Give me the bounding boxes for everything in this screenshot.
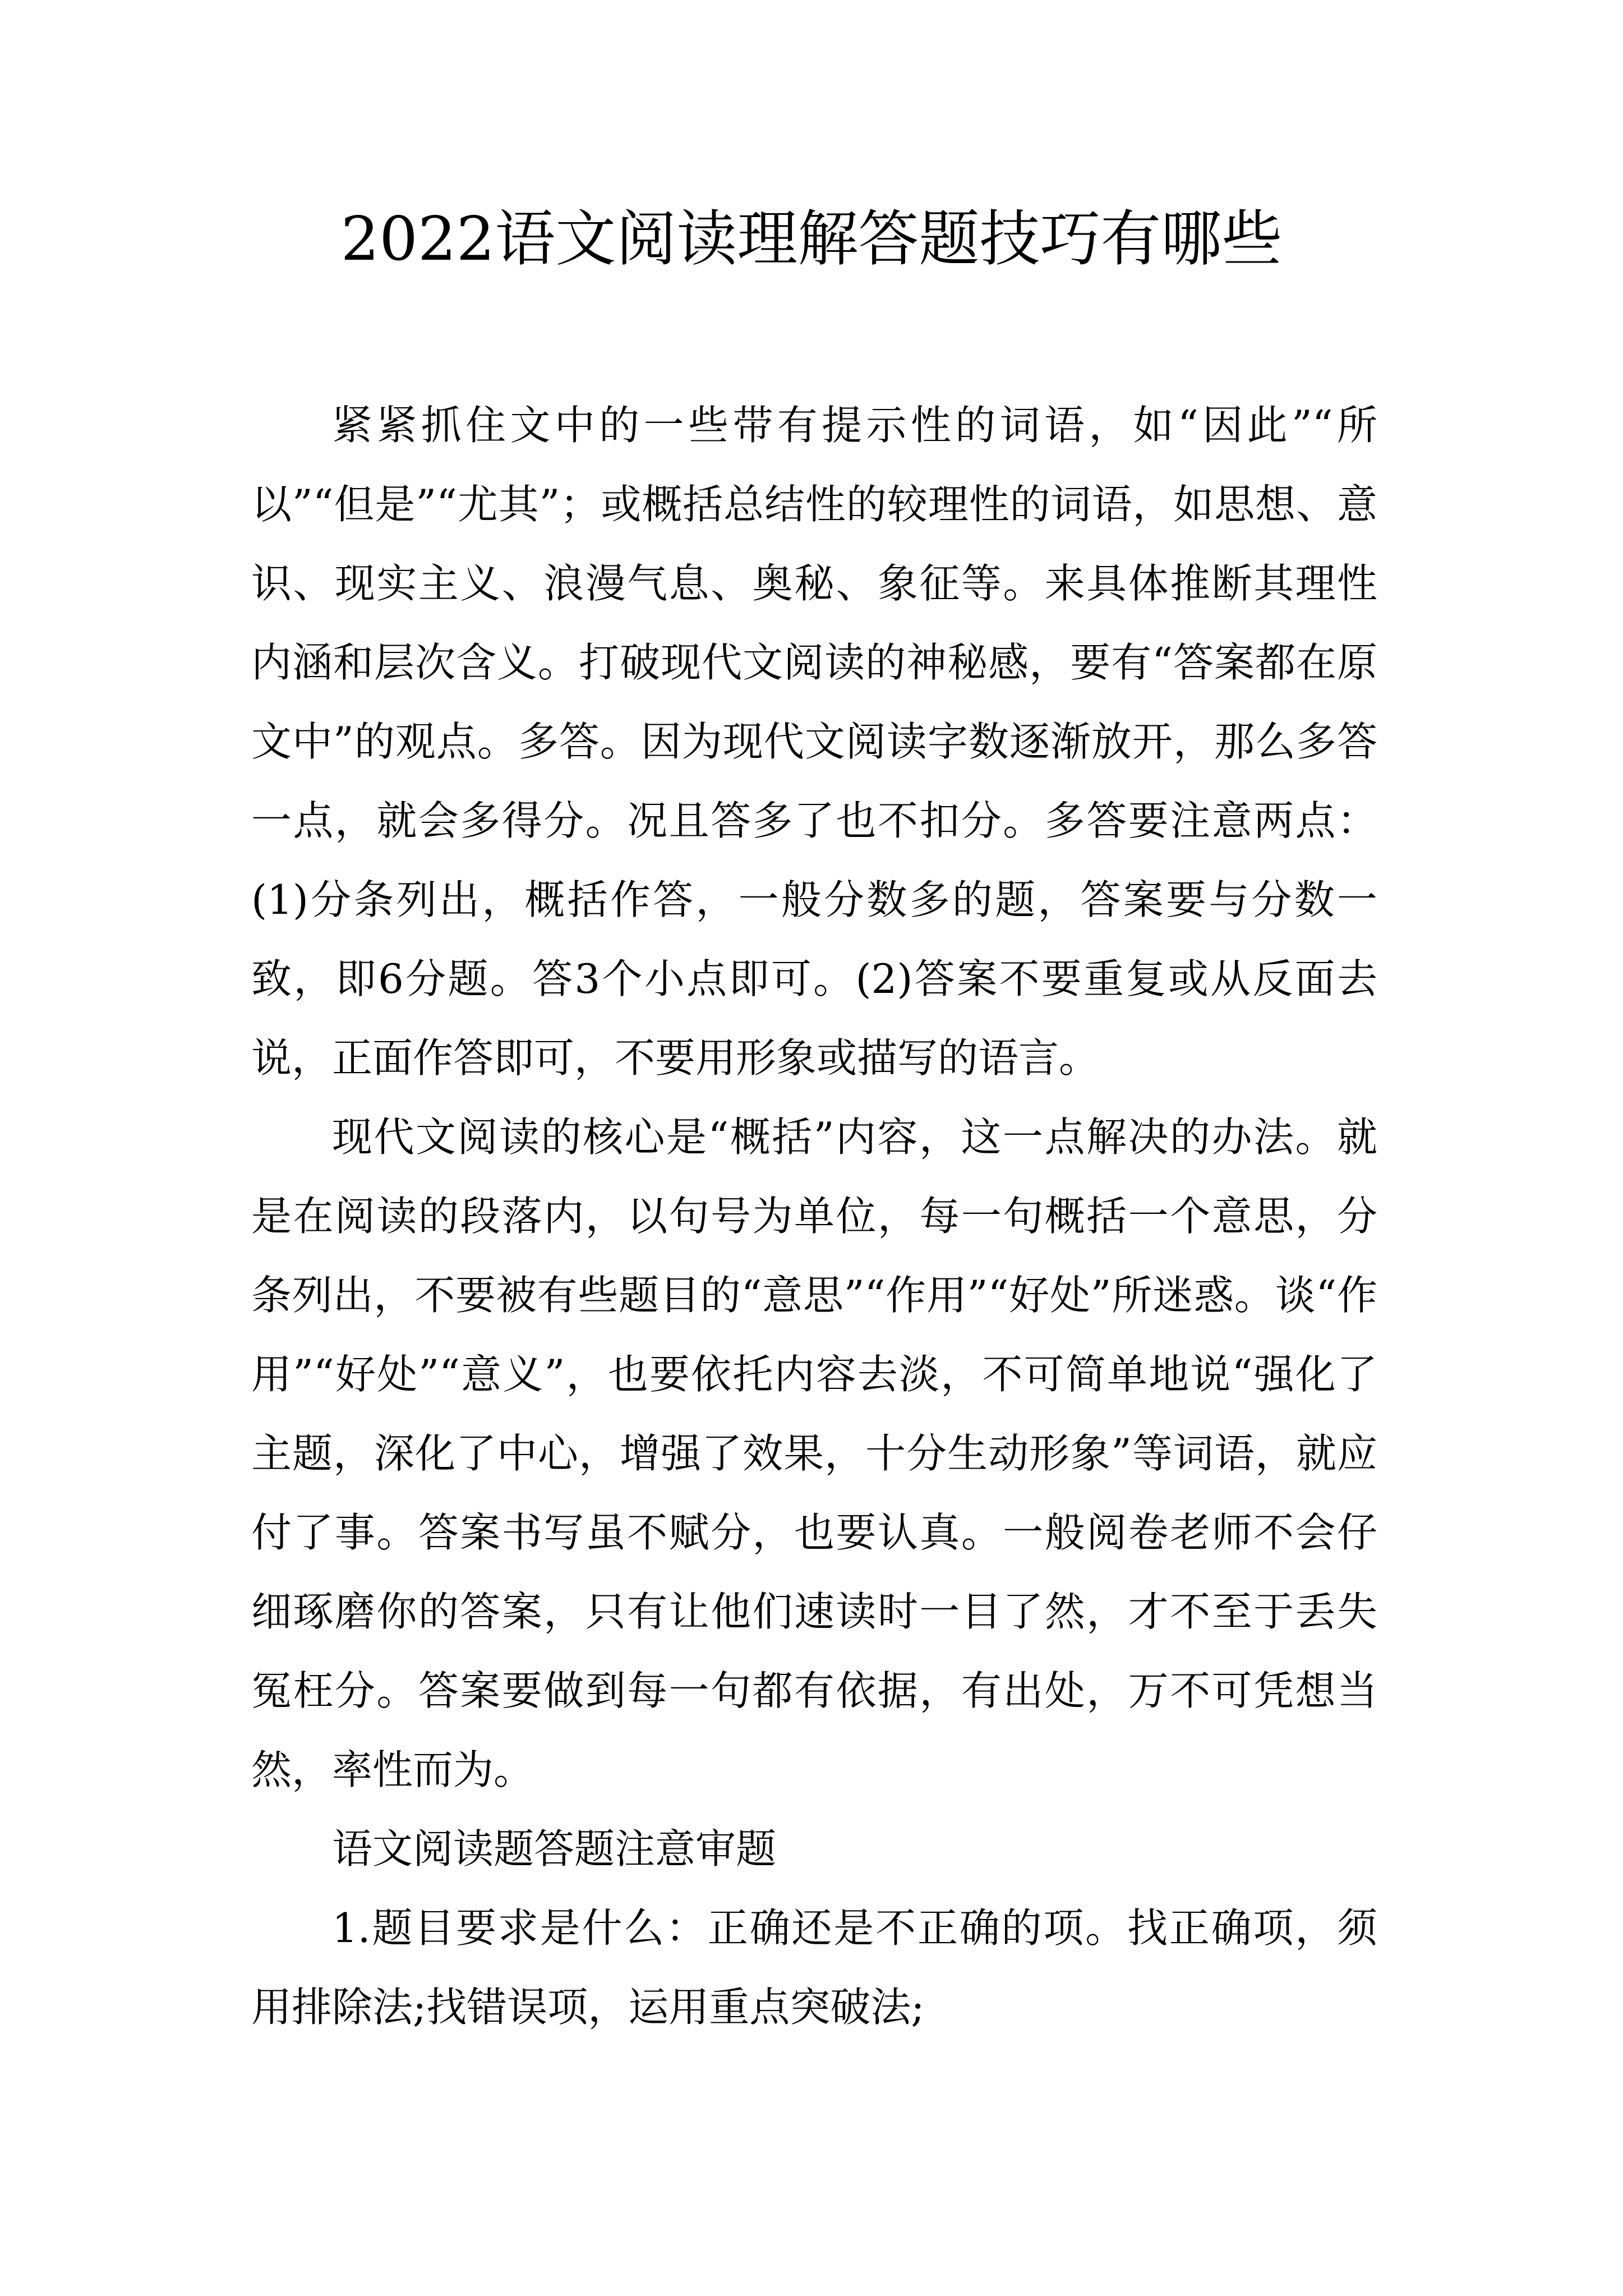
paragraph: 紧紧抓住文中的一些带有提示性的词语，如“因此”“所以”“但是”“尤其”；或概括总结性的较理性的词语，如思想、意识、现实主义、浪漫气息、奥秘、象征等。来具体推断其理性内涵和层次含义。打破现代文阅读的神秘感，要有“答案都在原文中”的观点。多答。因为现代文阅读字数逐渐放开，那么多答一点，就会多得分。况且答多了也不扣分。多答要注意两点：(1)分条列出，概括作答，一般分数多的题，答案要与分数一致，即6分题。答3个小点即可。(2)答案不要重复或从反面去说，正面作答即可，不要用形象或描写的语言。 — [251, 402, 1377, 1082]
document-body — [251, 386, 1377, 2047]
paragraph: 现代文阅读的核心是“概括”内容，这一点解决的办法。就是在阅读的段落内，以句号为单位，每一句概括一个意思，分条列出，不要被有些题目的“意思”“作用”“好处”所迷惑。谈“作用”“好处”“意义”，也要依托内容去淡，不可简单地说“强化了主题，深化了中心，增强了效果，十分生动形象”等词语，就应付了事。答案书写虽不赋分，也要认真。一般阅卷老师不会仔细琢磨你的答案，只有让他们速读时一目了然，才不至于丢失冤枉分。答案要做到每一句都有依据，有出处，万不可凭想当然，率性而为。 — [251, 1114, 1377, 1793]
section-heading: 语文阅读题答题注意审题 — [332, 1825, 777, 1872]
paragraph: 1.题目要求是什么：正确还是不正确的项。找正确项，须用排除法;找错误项，运用重点突破法; — [251, 1904, 1377, 2031]
document-title: 2022语文阅读理解答题技巧有哪些 — [340, 204, 1283, 274]
